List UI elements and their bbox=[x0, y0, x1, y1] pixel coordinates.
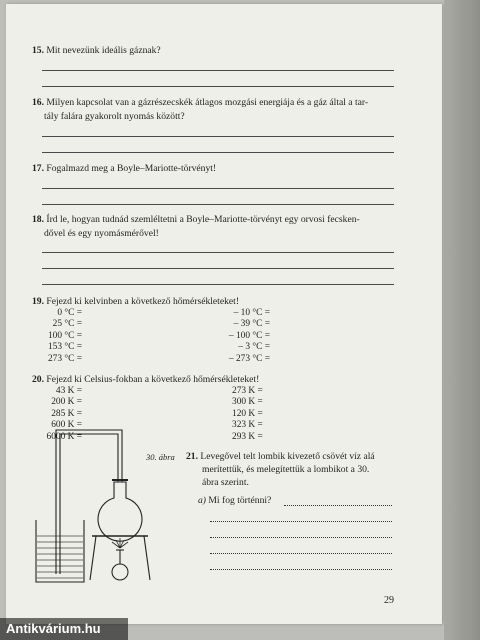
answer-line bbox=[42, 204, 394, 205]
conversion-item: 273 K = bbox=[232, 386, 263, 396]
conversion-item: – 10 °C = bbox=[233, 308, 270, 318]
question-20 bbox=[32, 373, 398, 387]
conversion-column-right bbox=[232, 386, 263, 443]
conversion-item: 323 K = bbox=[232, 420, 263, 431]
answer-line bbox=[42, 86, 394, 87]
subquestion-text: Mi fog történni? bbox=[208, 495, 272, 506]
question-text: Fejezd ki Celsius-fokban a következő hőmérsékleteket! bbox=[46, 374, 260, 385]
conversion-item: 293 K = bbox=[232, 431, 263, 442]
subquestion-label: a) bbox=[198, 495, 206, 506]
question-number: 20. bbox=[32, 374, 44, 385]
question-18 bbox=[32, 213, 398, 241]
conversion-item: 25 °C = bbox=[52, 319, 82, 330]
answer-line bbox=[42, 268, 394, 269]
question-number: 17. bbox=[32, 163, 44, 174]
question-text: Mit nevezünk ideális gáznak? bbox=[46, 45, 161, 56]
answer-line bbox=[42, 188, 394, 189]
answer-line bbox=[210, 521, 392, 522]
question-17 bbox=[32, 162, 398, 176]
question-text-line3: ábra szerint. bbox=[202, 477, 249, 488]
conversion-column-right bbox=[210, 308, 270, 365]
question-text-line2: tály falára gyakorolt nyomás között? bbox=[44, 111, 185, 122]
conversion-item: – 273 °C = bbox=[228, 353, 270, 364]
conversion-item: – 3 °C = bbox=[238, 342, 270, 353]
conversion-item: 43 K = bbox=[55, 386, 82, 396]
subquestion-a bbox=[198, 495, 271, 506]
flask-heating-diagram-icon bbox=[30, 424, 180, 586]
answer-line bbox=[42, 152, 394, 153]
answer-line bbox=[42, 136, 394, 137]
question-text-line1: Levegővel telt lombik kivezető csövét víz alá bbox=[200, 451, 375, 462]
question-16 bbox=[32, 96, 398, 124]
conversion-item: – 100 °C = bbox=[228, 330, 270, 341]
question-text-line2: dővel és egy nyomásmérővel! bbox=[44, 228, 159, 239]
question-number: 19. bbox=[32, 296, 44, 307]
conversion-item: 100 °C = bbox=[47, 330, 82, 341]
conversion-item: 600 K = bbox=[51, 420, 82, 431]
answer-line bbox=[210, 569, 392, 570]
question-text: Fejezd ki kelvinben a következő hőmérsékleteket! bbox=[46, 296, 240, 307]
question-text-line1: Írd le, hogyan tudnád szemléltetni a Boyle–Mariotte-törvényt egy orvosi fecsken- bbox=[46, 214, 360, 225]
answer-line bbox=[42, 252, 394, 253]
conversion-item: 120 K = bbox=[232, 408, 263, 419]
conversion-column-left bbox=[30, 308, 82, 365]
answer-line bbox=[42, 70, 394, 71]
conversion-item: 153 °C = bbox=[47, 342, 82, 353]
answer-line bbox=[42, 284, 394, 285]
conversion-item: – 39 °C = bbox=[233, 319, 270, 330]
answer-line bbox=[210, 553, 392, 554]
question-number: 16. bbox=[32, 97, 44, 108]
conversion-item: 300 K = bbox=[232, 397, 263, 408]
book-edge bbox=[444, 0, 480, 640]
question-text-line2: merítettük, és melegítettük a lombikot a 30. bbox=[202, 464, 370, 475]
answer-line bbox=[210, 537, 392, 538]
conversion-item: 6000 K = bbox=[46, 431, 82, 442]
question-15 bbox=[32, 44, 398, 58]
question-number: 18. bbox=[32, 214, 44, 225]
question-21 bbox=[186, 450, 406, 489]
question-number: 15. bbox=[32, 45, 44, 56]
conversion-item: 0 °C = bbox=[57, 308, 82, 318]
watermark-logo: Antikvárium.hu bbox=[0, 618, 128, 640]
conversion-item: 285 K = bbox=[51, 408, 82, 419]
page-number: 29 bbox=[384, 595, 394, 606]
figure-caption: 30. ábra bbox=[146, 452, 175, 462]
answer-line bbox=[284, 505, 392, 506]
conversion-item: 200 K = bbox=[51, 397, 82, 408]
question-19 bbox=[32, 295, 398, 309]
question-text-line1: Milyen kapcsolat van a gázrészecskék átlagos mozgási energiája és a gáz által a tar- bbox=[46, 97, 369, 108]
question-number: 21. bbox=[186, 451, 198, 462]
conversion-item: 273 °C = bbox=[47, 353, 82, 364]
question-text: Fogalmazd meg a Boyle–Mariotte-törvényt! bbox=[46, 163, 217, 174]
